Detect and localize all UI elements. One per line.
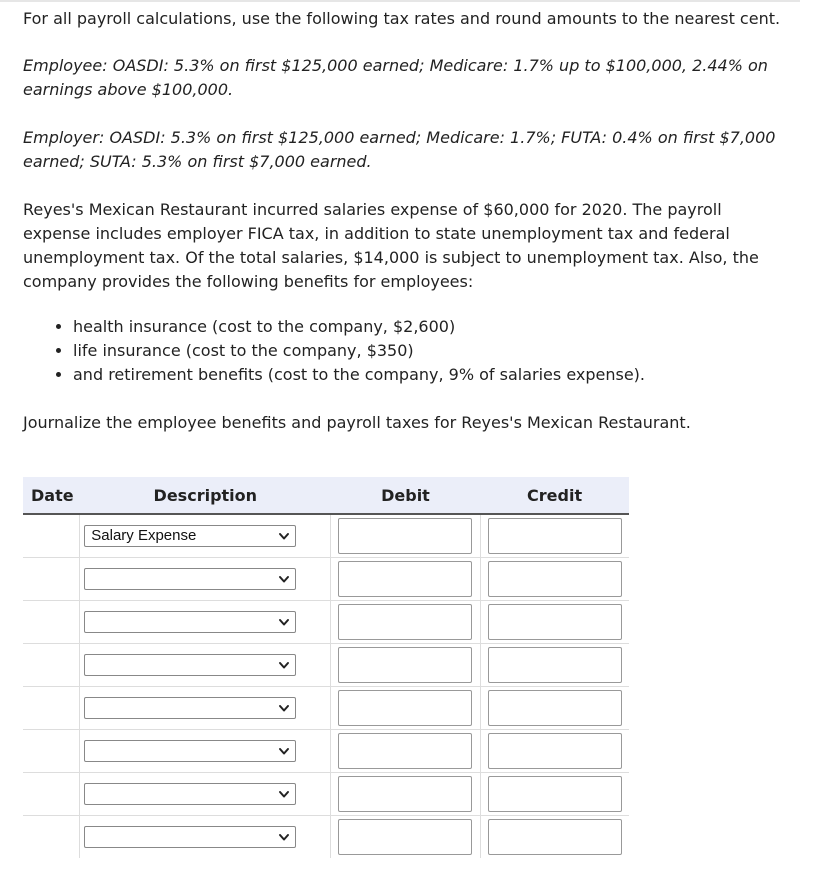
chevron-down-icon <box>278 745 290 757</box>
description-cell <box>80 816 331 859</box>
debit-cell <box>331 730 480 773</box>
description-dropdown[interactable] <box>84 783 296 805</box>
credit-input[interactable] <box>488 518 622 554</box>
debit-cell <box>331 687 480 730</box>
benefit-item: • and retirement benefits (cost to the company, 9% of salaries expense). <box>73 363 793 387</box>
credit-input[interactable] <box>488 819 622 855</box>
description-cell <box>80 730 331 773</box>
description-dropdown[interactable] <box>84 654 296 676</box>
employer-rates: Employer: OASDI: 5.3% on first $125,000 earned; Medicare: 1.7%; FUTA: 0.4% on first $7,000 earned; SUTA: 5.3% on first $7,000 earned. <box>23 128 776 171</box>
benefit-item: • health insurance (cost to the company, $2,600) <box>73 315 793 339</box>
description-dropdown[interactable] <box>84 525 296 547</box>
date-cell <box>23 687 80 730</box>
debit-cell <box>331 601 480 644</box>
date-cell <box>23 644 80 687</box>
date-cell <box>23 773 80 816</box>
description-dropdown[interactable] <box>84 697 296 719</box>
debit-input[interactable] <box>338 518 472 554</box>
debit-input[interactable] <box>338 604 472 640</box>
chevron-down-icon <box>278 530 290 542</box>
description-cell <box>80 514 331 558</box>
description-cell <box>80 644 331 687</box>
debit-input[interactable] <box>338 561 472 597</box>
credit-input[interactable] <box>488 733 622 769</box>
journal-table <box>23 477 629 858</box>
header-date: Date <box>23 477 80 514</box>
journal-row <box>23 730 629 773</box>
debit-input[interactable] <box>338 733 472 769</box>
scenario-text: Reyes's Mexican Restaurant incurred salaries expense of $60,000 for 2020. The payroll expense includes employer FICA tax, in addition to state unemployment tax and federal unemployment tax. Of the total salaries, $14,000 is subject to unemployment tax. Also, the company provides the following benefits for employees: <box>23 200 759 291</box>
date-cell <box>23 558 80 601</box>
credit-input[interactable] <box>488 647 622 683</box>
debit-input[interactable] <box>338 690 472 726</box>
credit-cell <box>480 601 629 644</box>
chevron-down-icon <box>278 702 290 714</box>
credit-cell <box>480 644 629 687</box>
date-cell <box>23 601 80 644</box>
employee-rates: Employee: OASDI: 5.3% on first $125,000 earned; Medicare: 1.7% up to $100,000, 2.44% on earnings above $100,000. <box>23 56 768 99</box>
journal-row <box>23 514 629 558</box>
description-dropdown[interactable] <box>84 826 296 848</box>
journal-row <box>23 558 629 601</box>
debit-cell <box>331 514 480 558</box>
debit-input[interactable] <box>338 647 472 683</box>
credit-cell <box>480 558 629 601</box>
debit-cell <box>331 773 480 816</box>
chevron-down-icon <box>278 573 290 585</box>
description-cell <box>80 687 331 730</box>
description-dropdown[interactable] <box>84 568 296 590</box>
credit-cell <box>480 773 629 816</box>
header-credit: Credit <box>480 477 629 514</box>
date-cell <box>23 816 80 859</box>
benefit-item: • life insurance (cost to the company, $350) <box>73 339 793 363</box>
debit-cell <box>331 644 480 687</box>
description-dropdown[interactable] <box>84 611 296 633</box>
instruction-text: Journalize the employee benefits and payroll taxes for Reyes's Mexican Restaurant. <box>23 413 691 432</box>
credit-cell <box>480 730 629 773</box>
date-cell <box>23 730 80 773</box>
chevron-down-icon <box>278 788 290 800</box>
credit-cell <box>480 514 629 558</box>
benefits-list <box>23 315 793 387</box>
chevron-down-icon <box>278 659 290 671</box>
header-debit: Debit <box>331 477 480 514</box>
journal-row <box>23 644 629 687</box>
chevron-down-icon <box>278 831 290 843</box>
debit-cell <box>331 816 480 859</box>
journal-row <box>23 773 629 816</box>
credit-input[interactable] <box>488 776 622 812</box>
description-cell <box>80 601 331 644</box>
debit-input[interactable] <box>338 819 472 855</box>
description-dropdown[interactable] <box>84 740 296 762</box>
credit-input[interactable] <box>488 561 622 597</box>
credit-cell <box>480 816 629 859</box>
credit-cell <box>480 687 629 730</box>
journal-row <box>23 687 629 730</box>
description-value: Salary Expense <box>91 527 197 544</box>
intro-text: For all payroll calculations, use the following tax rates and round amounts to the nearest cent. <box>23 9 781 28</box>
journal-row <box>23 601 629 644</box>
date-cell <box>23 514 80 558</box>
problem-text <box>23 7 793 435</box>
debit-input[interactable] <box>338 776 472 812</box>
header-description: Description <box>80 477 331 514</box>
debit-cell <box>331 558 480 601</box>
description-cell <box>80 558 331 601</box>
credit-input[interactable] <box>488 690 622 726</box>
description-cell <box>80 773 331 816</box>
credit-input[interactable] <box>488 604 622 640</box>
journal-header-row <box>23 477 629 514</box>
journal-row <box>23 816 629 859</box>
top-edge-bar <box>0 0 800 2</box>
chevron-down-icon <box>278 616 290 628</box>
